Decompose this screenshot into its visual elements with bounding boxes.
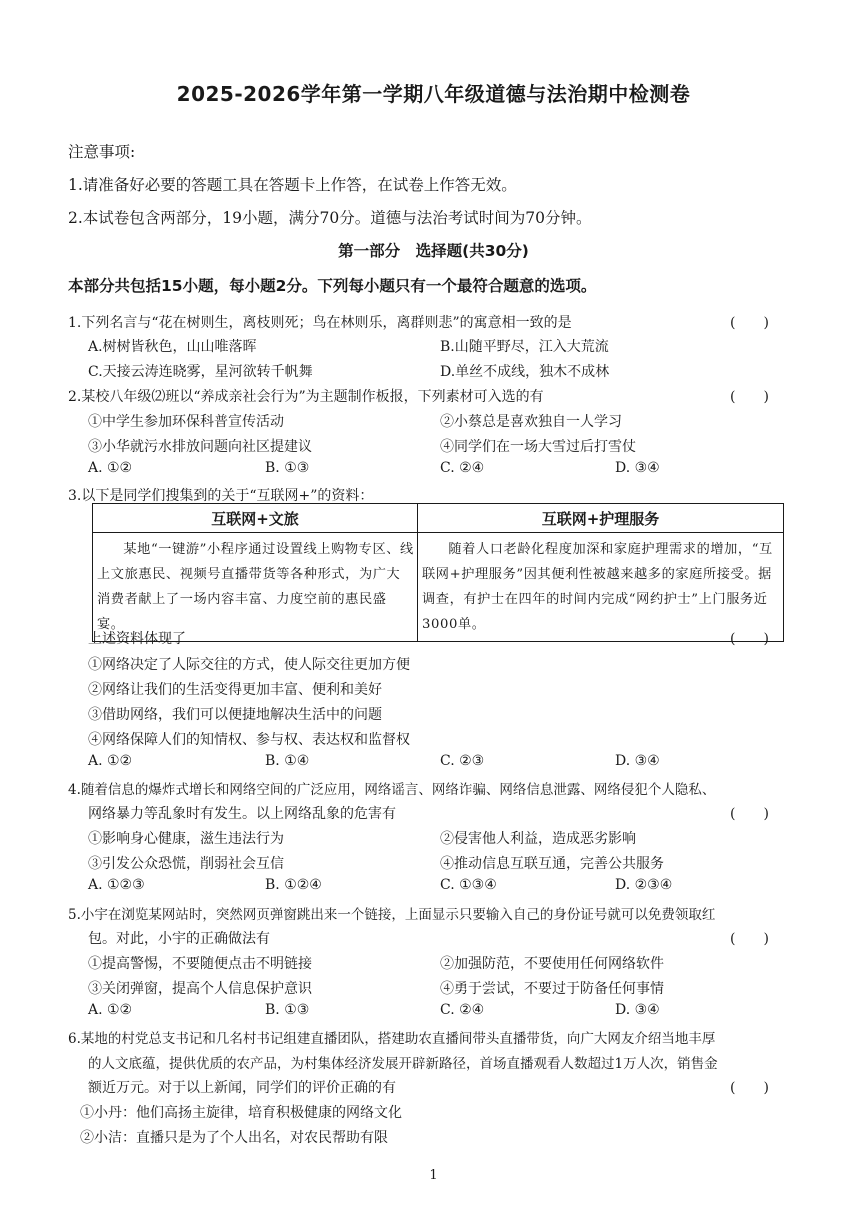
q5-option-b: B. ①③: [265, 1002, 310, 1018]
q5-answer-paren: ( ): [730, 931, 769, 947]
q4-option-a: A. ①②③: [88, 877, 145, 893]
q3-statement-1: ①网络决定了人际交往的方式，使人际交往更加方便: [88, 657, 410, 673]
q3-table-header-1: 互联网+文旅: [93, 504, 418, 533]
q2-answer-paren: ( ): [730, 389, 769, 405]
q6-stem-line-3: 额近万元。对于以上新闻，同学们的评价正确的有: [88, 1080, 396, 1096]
q1-option-c: C.天接云涛连晓雾，星河欲转千帆舞: [88, 364, 313, 380]
q4-statement-3: ③引发公众恐慌，削弱社会互信: [88, 856, 284, 872]
q5-stem-line-2: 包。对此，小宇的正确做法有: [88, 931, 270, 947]
exam-title: 2025-2026学年第一学期八年级道德与法治期中检测卷: [176, 82, 691, 106]
q2-statement-1: ①中学生参加环保科普宣传活动: [88, 414, 284, 430]
part1-intro: 本部分共包括15小题，每小题2分。下列每小题只有一个最符合题意的选项。: [68, 277, 597, 295]
q4-statement-1: ①影响身心健康，滋生违法行为: [88, 831, 284, 847]
q1-stem: 1.下列名言与“花在树则生，离枝则死；鸟在林则乐，离群则悲”的寓意相一致的是: [68, 315, 572, 331]
q1-option-a: A.树树皆秋色，山山唯落晖: [88, 339, 257, 355]
notice-item-2: 2.本试卷包含两部分，19小题，满分70分。道德与法治考试时间为70分钟。: [68, 209, 592, 227]
q1-answer-paren: ( ): [730, 315, 769, 331]
q3-lead: 上述资料体现了: [88, 631, 186, 647]
q4-option-b: B. ①②④: [265, 877, 322, 893]
q6-answer-paren: ( ): [730, 1080, 769, 1096]
q4-stem-line-1: 4.随着信息的爆炸式增长和网络空间的广泛应用，网络谣言、网络诈骗、网络信息泄露、网络侵犯个人隐私、: [68, 782, 716, 798]
notice-item-1: 1.请准备好必要的答题工具在答题卡上作答，在试卷上作答无效。: [68, 176, 517, 194]
q3-option-d: D. ③④: [615, 753, 660, 769]
q4-stem-line-2: 网络暴力等乱象时有发生。以上网络乱象的危害有: [88, 806, 396, 822]
q3-option-c: C. ②③: [440, 753, 485, 769]
page-number: 1: [429, 1168, 438, 1183]
q5-stem-line-1: 5.小宇在浏览某网站时，突然网页弹窗跳出来一个链接，上面显示只要输入自己的身份证号就可以免费领取红: [68, 907, 716, 923]
q6-statement-1: ①小丹：他们高扬主旋律，培育积极健康的网络文化: [80, 1105, 402, 1121]
q2-option-b: B. ①③: [265, 460, 310, 476]
q6-stem-line-1: 6.某地的村党总支书记和几名村书记组建直播团队，搭建助农直播间带头直播带货，向广大网友介绍当地丰厚: [68, 1031, 716, 1047]
q3-statement-3: ③借助网络，我们可以便捷地解决生活中的问题: [88, 707, 382, 723]
q5-statement-2: ②加强防范，不要使用任何网络软件: [440, 956, 664, 972]
q2-option-a: A. ①②: [88, 460, 133, 476]
q3-table-cell-1: 某地“一键游”小程序通过设置线上购物专区、线上文旅惠民、视频号直播带货等各种形式，为广大消费者献上了一场内容丰富、力度空前的惠民盛宴。: [97, 542, 414, 632]
q3-table-cell-2: 随着人口老龄化程度加深和家庭护理需求的增加，“互联网+护理服务”因其便利性被越来越多的家庭所接受。据调查，有护士在四年的时间内完成“网约护士”上门服务近3000单。: [422, 542, 773, 632]
q6-statement-2: ②小洁：直播只是为了个人出名，对农民帮助有限: [80, 1130, 388, 1146]
q4-option-d: D. ②③④: [615, 877, 673, 893]
q3-table-header-2: 互联网+护理服务: [418, 504, 784, 533]
q2-statement-4: ④同学们在一场大雪过后打雪仗: [440, 439, 636, 455]
q2-statement-2: ②小蔡总是喜欢独自一人学习: [440, 414, 622, 430]
q2-option-c: C. ②④: [440, 460, 485, 476]
q3-statement-4: ④网络保障人们的知情权、参与权、表达权和监督权: [88, 732, 410, 748]
q5-statement-4: ④勇于尝试，不要过于防备任何事情: [440, 981, 664, 997]
q2-stem: 2.某校八年级⑵班以“养成亲社会行为”为主题制作板报，下列素材可入选的有: [68, 389, 544, 405]
q3-option-a: A. ①②: [88, 753, 133, 769]
q4-answer-paren: ( ): [730, 806, 769, 822]
q2-statement-3: ③小华就污水排放问题向社区提建议: [88, 439, 312, 455]
notice-heading: 注意事项:: [68, 143, 136, 161]
q5-option-d: D. ③④: [615, 1002, 660, 1018]
q3-option-b: B. ①④: [265, 753, 310, 769]
q1-option-b: B.山随平野尽，江入大荒流: [440, 339, 609, 355]
q3-material-table: [92, 503, 784, 642]
q3-statement-2: ②网络让我们的生活变得更加丰富、便利和美好: [88, 682, 382, 698]
part1-heading: 第一部分 选择题(共30分): [338, 242, 529, 260]
q4-option-c: C. ①③④: [440, 877, 497, 893]
q5-option-c: C. ②④: [440, 1002, 485, 1018]
q6-stem-line-2: 的人文底蕴，提供优质的农产品，为村集体经济发展开辟新路径，首场直播观看人数超过1万人次，销售金: [88, 1056, 718, 1072]
q2-option-d: D. ③④: [615, 460, 660, 476]
q3-stem: 3.以下是同学们搜集到的关于“互联网+”的资料：: [68, 488, 374, 504]
q5-statement-3: ③关闭弹窗，提高个人信息保护意识: [88, 981, 312, 997]
q3-answer-paren: ( ): [730, 631, 769, 647]
q4-statement-2: ②侵害他人利益，造成恶劣影响: [440, 831, 636, 847]
q5-statement-1: ①提高警惕，不要随便点击不明链接: [88, 956, 312, 972]
q5-option-a: A. ①②: [88, 1002, 133, 1018]
q4-statement-4: ④推动信息互联互通，完善公共服务: [440, 856, 664, 872]
q1-option-d: D.单丝不成线，独木不成林: [440, 364, 610, 380]
